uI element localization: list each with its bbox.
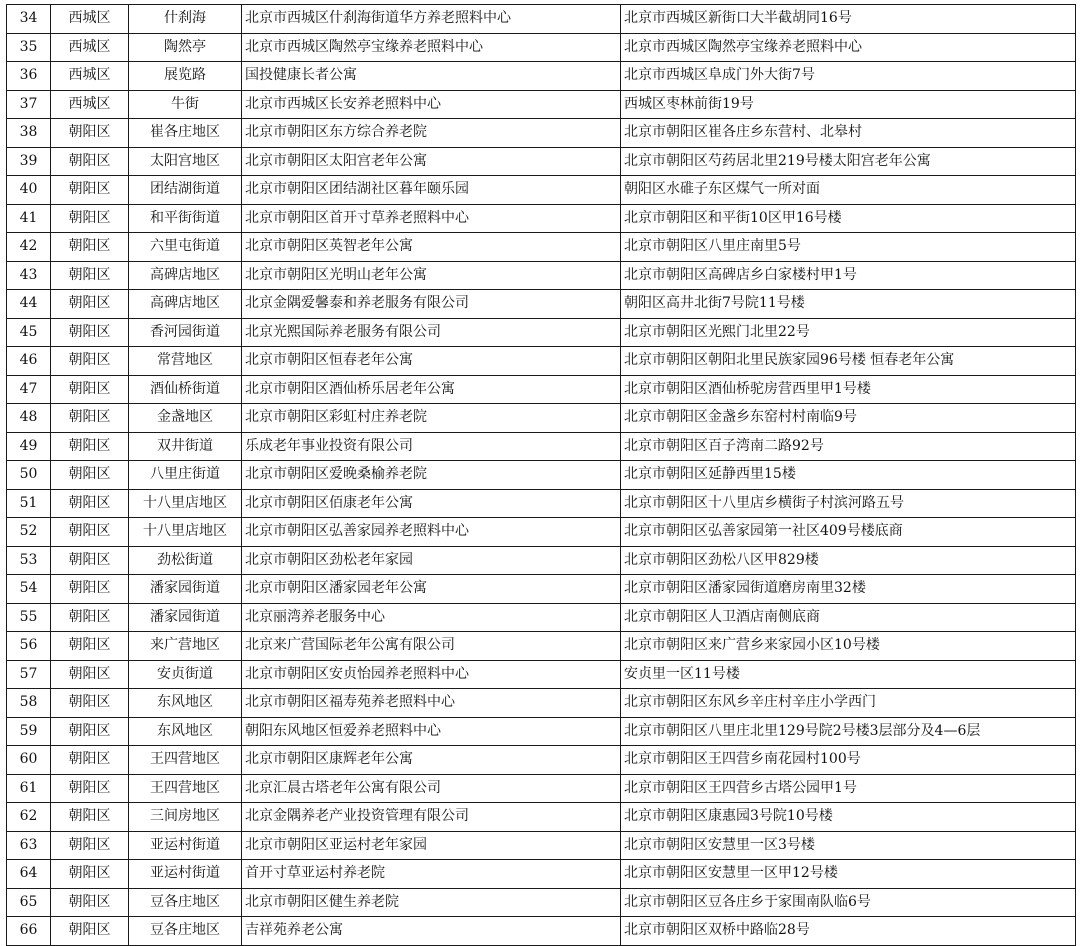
table-row [7,204,1076,233]
address-cell: 西城区枣林前街19号 [621,90,1076,119]
district-cell: 朝阳区 [51,831,129,860]
address-cell: 北京市朝阳区王四营乡古塔公园甲1号 [621,774,1076,803]
address-cell: 北京市朝阳区百子湾南二路92号 [621,432,1076,461]
subdistrict-cell: 亚运村街道 [129,831,242,860]
table-row [7,803,1076,832]
institution-name-cell: 北京市朝阳区英智老年公寓 [242,233,621,262]
subdistrict-cell: 王四营地区 [129,774,242,803]
table-row [7,888,1076,917]
subdistrict-cell: 十八里店地区 [129,489,242,518]
address-cell: 北京市朝阳区安慧里一区甲12号楼 [621,860,1076,889]
district-cell: 朝阳区 [51,888,129,917]
address-cell: 北京市朝阳区双桥中路临28号 [621,917,1076,946]
institution-name-cell: 北京市朝阳区安贞怡园养老照料中心 [242,660,621,689]
address-cell: 北京市西城区阜成门外大街7号 [621,62,1076,91]
row-number: 65 [7,888,51,917]
subdistrict-cell: 东风地区 [129,689,242,718]
row-number: 38 [7,119,51,148]
table-row [7,831,1076,860]
district-cell: 朝阳区 [51,746,129,775]
row-number: 64 [7,860,51,889]
row-number: 46 [7,347,51,376]
district-cell: 朝阳区 [51,917,129,946]
address-cell: 北京市朝阳区八里庄北里129号院2号楼3层部分及4—6层 [621,717,1076,746]
subdistrict-cell: 来广营地区 [129,632,242,661]
table-row [7,917,1076,946]
institution-name-cell: 北京市西城区什刹海街道华方养老照料中心 [242,5,621,34]
subdistrict-cell: 豆各庄地区 [129,888,242,917]
row-number: 43 [7,261,51,290]
institution-name-cell: 北京汇晨古塔老年公寓有限公司 [242,774,621,803]
subdistrict-cell: 陶然亭 [129,33,242,62]
institution-name-cell: 朝阳东风地区恒爱养老照料中心 [242,717,621,746]
institution-name-cell: 首开寸草亚运村养老院 [242,860,621,889]
row-number: 62 [7,803,51,832]
district-cell: 朝阳区 [51,575,129,604]
institution-name-cell: 北京市西城区长安养老照料中心 [242,90,621,119]
address-cell: 北京市朝阳区延静西里15楼 [621,461,1076,490]
table-row [7,774,1076,803]
district-cell: 朝阳区 [51,660,129,689]
table-row [7,546,1076,575]
district-cell: 朝阳区 [51,204,129,233]
subdistrict-cell: 团结湖街道 [129,176,242,205]
table-row [7,261,1076,290]
address-cell: 北京市西城区新街口大半截胡同16号 [621,5,1076,34]
district-cell: 朝阳区 [51,603,129,632]
row-number: 45 [7,318,51,347]
table-row [7,575,1076,604]
row-number: 57 [7,660,51,689]
subdistrict-cell: 劲松街道 [129,546,242,575]
table-row [7,119,1076,148]
district-cell: 朝阳区 [51,375,129,404]
table-row [7,404,1076,433]
table-row [7,147,1076,176]
address-cell: 北京市朝阳区光熙门北里22号 [621,318,1076,347]
row-number: 52 [7,518,51,547]
table-row [7,290,1076,319]
institution-name-cell: 北京市西城区陶然亭宝缘养老照料中心 [242,33,621,62]
district-cell: 朝阳区 [51,546,129,575]
institution-name-cell: 北京市朝阳区东方综合养老院 [242,119,621,148]
institution-name-cell: 乐成老年事业投资有限公司 [242,432,621,461]
address-cell: 北京市朝阳区十八里店乡横街子村滨河路五号 [621,489,1076,518]
row-number: 40 [7,176,51,205]
institution-name-cell: 北京金隅爱馨泰和养老服务有限公司 [242,290,621,319]
address-cell: 北京市朝阳区王四营乡南花园村100号 [621,746,1076,775]
subdistrict-cell: 十八里店地区 [129,518,242,547]
institution-name-cell: 北京市朝阳区首开寸草养老照料中心 [242,204,621,233]
district-cell: 朝阳区 [51,176,129,205]
row-number: 50 [7,461,51,490]
row-number: 66 [7,917,51,946]
institution-name-cell: 北京金隅养老产业投资管理有限公司 [242,803,621,832]
subdistrict-cell: 八里庄街道 [129,461,242,490]
table-row [7,489,1076,518]
row-number: 51 [7,489,51,518]
table-row [7,90,1076,119]
institution-name-cell: 北京市朝阳区福寿苑养老照料中心 [242,689,621,718]
subdistrict-cell: 金盏地区 [129,404,242,433]
institution-name-cell: 北京市朝阳区太阳宫老年公寓 [242,147,621,176]
institution-name-cell: 北京市朝阳区康辉老年公寓 [242,746,621,775]
row-number: 44 [7,290,51,319]
row-number: 34 [7,5,51,34]
institution-name-cell: 北京市朝阳区劲松老年家园 [242,546,621,575]
subdistrict-cell: 牛街 [129,90,242,119]
address-cell: 安贞里一区11号楼 [621,660,1076,689]
address-cell: 北京市朝阳区芍药居北里219号楼太阳宫老年公寓 [621,147,1076,176]
row-number: 42 [7,233,51,262]
row-number: 58 [7,689,51,718]
row-number: 63 [7,831,51,860]
address-cell: 北京市朝阳区朝阳北里民族家园96号楼 恒春老年公寓 [621,347,1076,376]
district-cell: 朝阳区 [51,774,129,803]
row-number: 35 [7,33,51,62]
address-cell: 北京市朝阳区八里庄南里5号 [621,233,1076,262]
row-number: 37 [7,90,51,119]
subdistrict-cell: 六里屯街道 [129,233,242,262]
row-number: 59 [7,717,51,746]
district-cell: 朝阳区 [51,432,129,461]
institution-name-cell: 北京市朝阳区弘善家园养老照料中心 [242,518,621,547]
table-row [7,5,1076,34]
subdistrict-cell: 双井街道 [129,432,242,461]
table-row [7,461,1076,490]
subdistrict-cell: 崔各庄地区 [129,119,242,148]
district-cell: 朝阳区 [51,404,129,433]
table-row [7,632,1076,661]
institution-name-cell: 北京市朝阳区亚运村老年家园 [242,831,621,860]
district-cell: 朝阳区 [51,717,129,746]
institution-name-cell: 北京光熙国际养老服务有限公司 [242,318,621,347]
address-cell: 北京市朝阳区和平街10区甲16号楼 [621,204,1076,233]
table-row [7,518,1076,547]
table-row [7,347,1076,376]
institution-name-cell: 吉祥苑养老公寓 [242,917,621,946]
subdistrict-cell: 展览路 [129,62,242,91]
subdistrict-cell: 亚运村街道 [129,860,242,889]
table-row [7,62,1076,91]
district-cell: 朝阳区 [51,147,129,176]
subdistrict-cell: 常营地区 [129,347,242,376]
address-cell: 北京市西城区陶然亭宝缘养老照料中心 [621,33,1076,62]
address-cell: 北京市朝阳区人卫酒店南侧底商 [621,603,1076,632]
district-cell: 西城区 [51,33,129,62]
table-row [7,660,1076,689]
row-number: 54 [7,575,51,604]
address-cell: 北京市朝阳区酒仙桥驼房营西里甲1号楼 [621,375,1076,404]
row-number: 55 [7,603,51,632]
row-number: 56 [7,632,51,661]
table-row [7,689,1076,718]
table-row [7,717,1076,746]
subdistrict-cell: 和平街街道 [129,204,242,233]
institution-name-cell: 北京丽湾养老服务中心 [242,603,621,632]
table-row [7,603,1076,632]
elderly-care-institutions-table [6,4,1076,946]
institution-name-cell: 国投健康长者公寓 [242,62,621,91]
district-cell: 朝阳区 [51,318,129,347]
institution-name-cell: 北京市朝阳区光明山老年公寓 [242,261,621,290]
district-cell: 朝阳区 [51,233,129,262]
institution-name-cell: 北京市朝阳区潘家园老年公寓 [242,575,621,604]
district-cell: 西城区 [51,5,129,34]
district-cell: 朝阳区 [51,689,129,718]
row-number: 61 [7,774,51,803]
subdistrict-cell: 三间房地区 [129,803,242,832]
district-cell: 朝阳区 [51,290,129,319]
address-cell: 朝阳区高井北街7号院11号楼 [621,290,1076,319]
district-cell: 朝阳区 [51,489,129,518]
table-row [7,318,1076,347]
subdistrict-cell: 王四营地区 [129,746,242,775]
subdistrict-cell: 潘家园街道 [129,575,242,604]
address-cell: 北京市朝阳区东风乡辛庄村辛庄小学西门 [621,689,1076,718]
subdistrict-cell: 潘家园街道 [129,603,242,632]
district-cell: 朝阳区 [51,119,129,148]
institution-name-cell: 北京市朝阳区健生养老院 [242,888,621,917]
subdistrict-cell: 高碑店地区 [129,290,242,319]
address-cell: 北京市朝阳区康惠园3号院10号楼 [621,803,1076,832]
district-cell: 朝阳区 [51,347,129,376]
address-cell: 北京市朝阳区潘家园街道磨房南里32楼 [621,575,1076,604]
institution-name-cell: 北京市朝阳区爱晚桑榆养老院 [242,461,621,490]
row-number: 53 [7,546,51,575]
row-number: 49 [7,432,51,461]
table-row [7,432,1076,461]
address-cell: 北京市朝阳区来广营乡来家园小区10号楼 [621,632,1076,661]
row-number: 48 [7,404,51,433]
table-row [7,176,1076,205]
subdistrict-cell: 安贞街道 [129,660,242,689]
district-cell: 朝阳区 [51,261,129,290]
table-row [7,33,1076,62]
row-number: 36 [7,62,51,91]
district-cell: 西城区 [51,62,129,91]
table-body [7,5,1076,946]
district-cell: 朝阳区 [51,860,129,889]
address-cell: 北京市朝阳区弘善家园第一社区409号楼底商 [621,518,1076,547]
institution-name-cell: 北京市朝阳区彩虹村庄养老院 [242,404,621,433]
row-number: 41 [7,204,51,233]
address-cell: 北京市朝阳区安慧里一区3号楼 [621,831,1076,860]
subdistrict-cell: 太阳宫地区 [129,147,242,176]
district-cell: 朝阳区 [51,461,129,490]
subdistrict-cell: 什刹海 [129,5,242,34]
table-row [7,233,1076,262]
address-cell: 北京市朝阳区金盏乡东窑村村南临9号 [621,404,1076,433]
row-number: 60 [7,746,51,775]
institution-name-cell: 北京市朝阳区佰康老年公寓 [242,489,621,518]
address-cell: 朝阳区水碓子东区煤气一所对面 [621,176,1076,205]
address-cell: 北京市朝阳区劲松八区甲829楼 [621,546,1076,575]
address-cell: 北京市朝阳区高碑店乡白家楼村甲1号 [621,261,1076,290]
address-cell: 北京市朝阳区豆各庄乡于家围南队临6号 [621,888,1076,917]
table-row [7,746,1076,775]
district-cell: 朝阳区 [51,632,129,661]
subdistrict-cell: 酒仙桥街道 [129,375,242,404]
institution-name-cell: 北京市朝阳区团结湖社区暮年颐乐园 [242,176,621,205]
subdistrict-cell: 香河园街道 [129,318,242,347]
district-cell: 西城区 [51,90,129,119]
row-number: 47 [7,375,51,404]
table-row [7,860,1076,889]
row-number: 39 [7,147,51,176]
district-cell: 朝阳区 [51,803,129,832]
institution-name-cell: 北京市朝阳区恒春老年公寓 [242,347,621,376]
district-cell: 朝阳区 [51,518,129,547]
institution-name-cell: 北京市朝阳区酒仙桥乐居老年公寓 [242,375,621,404]
institution-name-cell: 北京来广营国际老年公寓有限公司 [242,632,621,661]
subdistrict-cell: 东风地区 [129,717,242,746]
table-row [7,375,1076,404]
address-cell: 北京市朝阳区崔各庄乡东营村、北皋村 [621,119,1076,148]
subdistrict-cell: 高碑店地区 [129,261,242,290]
subdistrict-cell: 豆各庄地区 [129,917,242,946]
